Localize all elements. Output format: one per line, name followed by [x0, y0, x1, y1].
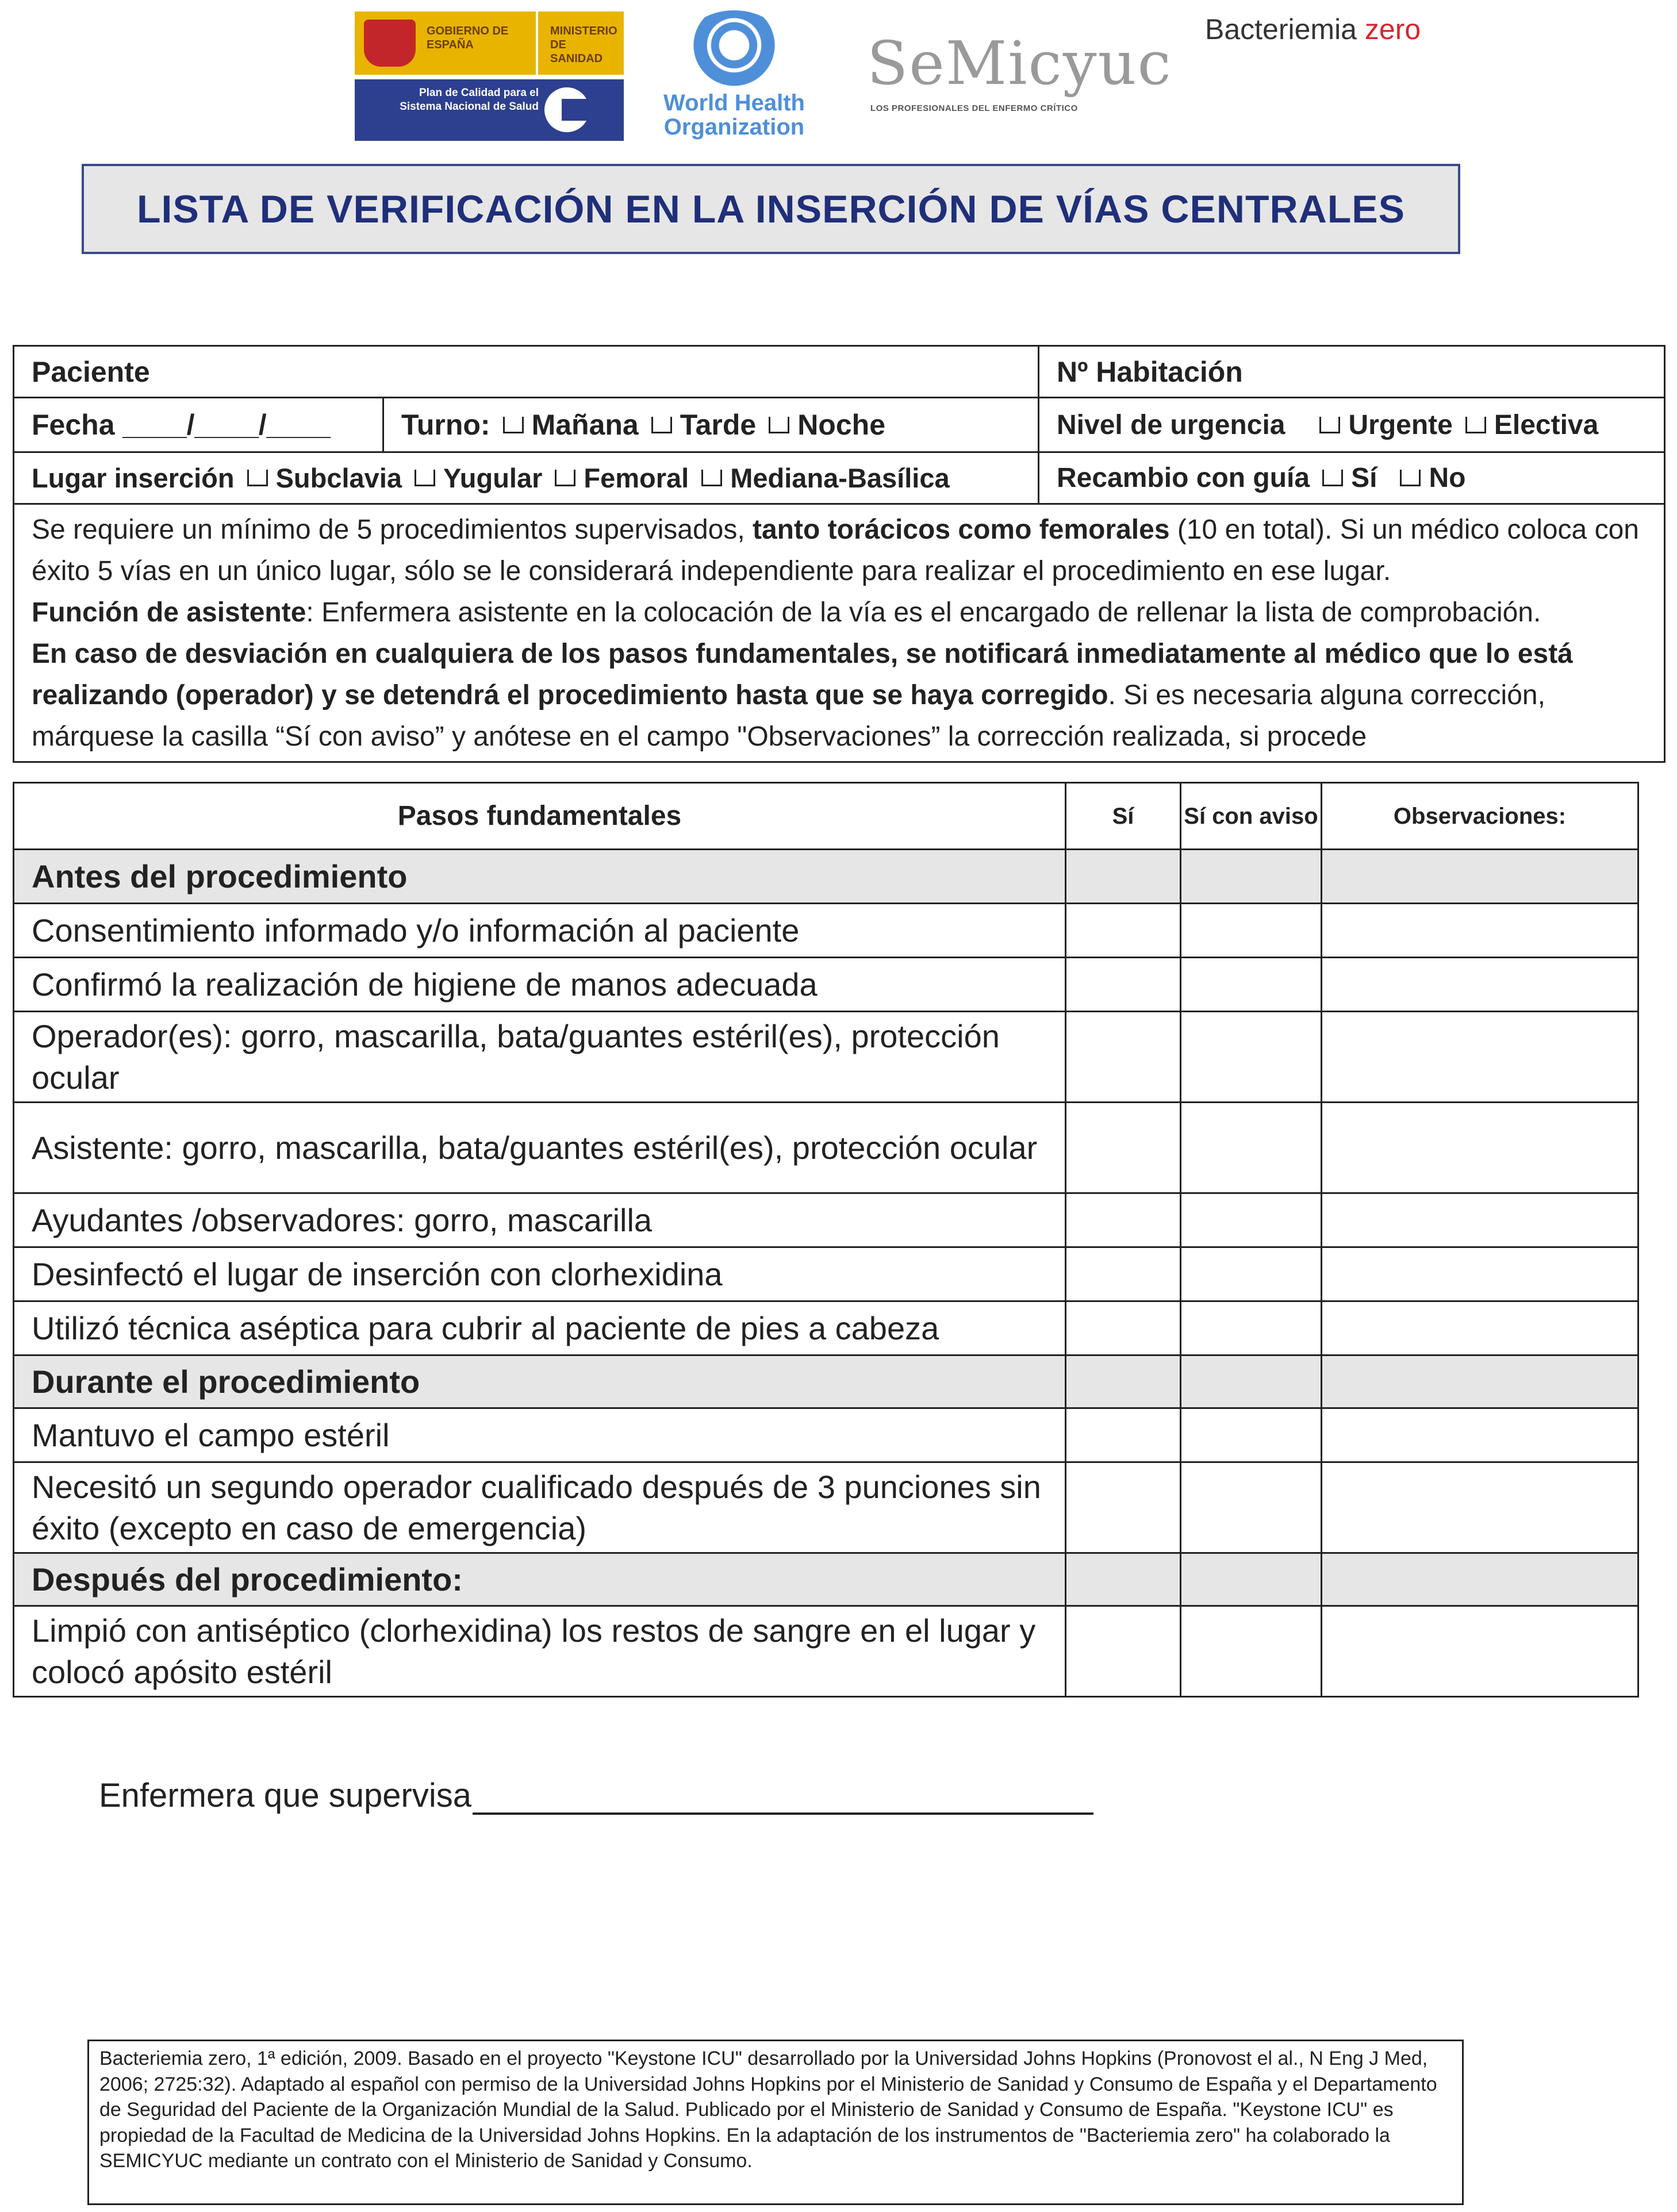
- signature-line[interactable]: [473, 1784, 1093, 1815]
- observaciones-cell[interactable]: [1322, 1408, 1638, 1462]
- observaciones-cell[interactable]: [1322, 1355, 1638, 1408]
- si-con-aviso-cell[interactable]: [1181, 1247, 1322, 1301]
- step-row: [14, 1193, 1638, 1247]
- si-con-aviso-cell[interactable]: [1181, 1462, 1322, 1553]
- turno-tarde-checkbox[interactable]: [651, 417, 672, 433]
- fecha-field[interactable]: Fecha ____/____/____: [32, 409, 331, 441]
- step-row: [14, 1408, 1638, 1462]
- recambio-si-checkbox[interactable]: [1322, 470, 1343, 486]
- urgencia-field: Nivel de urgencia Urgente Electiva: [1038, 398, 1664, 451]
- step-row: [14, 1012, 1638, 1103]
- observaciones-cell[interactable]: [1322, 958, 1638, 1012]
- si-con-aviso-cell[interactable]: [1181, 1301, 1322, 1355]
- si-cell[interactable]: [1066, 958, 1181, 1012]
- observaciones-cell[interactable]: [1322, 1012, 1638, 1103]
- who-name: World Health Organization: [663, 90, 805, 140]
- step-text: Mantuvo el campo estéril: [14, 1408, 1066, 1462]
- checklist-table: [13, 782, 1639, 1698]
- si-con-aviso-cell[interactable]: [1181, 904, 1322, 958]
- yugular-checkbox[interactable]: [415, 470, 435, 486]
- observaciones-cell[interactable]: [1322, 1301, 1638, 1355]
- observaciones-cell[interactable]: [1322, 850, 1638, 904]
- si-cell[interactable]: [1066, 1301, 1181, 1355]
- instructions-note: [14, 505, 1664, 761]
- si-cell[interactable]: [1066, 1553, 1181, 1606]
- document-title-box: [82, 164, 1460, 254]
- si-cell[interactable]: [1066, 1355, 1181, 1408]
- who-logo: [651, 10, 818, 143]
- section-title: Antes del procedimiento: [14, 850, 1066, 904]
- si-con-aviso-cell[interactable]: [1181, 850, 1322, 904]
- observaciones-cell[interactable]: [1322, 1247, 1638, 1301]
- step-row: [14, 904, 1638, 958]
- step-row: [14, 1462, 1638, 1553]
- si-con-aviso-cell[interactable]: [1181, 1193, 1322, 1247]
- section-row: [14, 1553, 1638, 1606]
- observaciones-cell[interactable]: [1322, 1193, 1638, 1247]
- si-cell[interactable]: [1066, 1408, 1181, 1462]
- note-supervised-procedures: Se requiere un mínimo de 5 procedimientos supervisados, tanto torácicos como femorales (10 en total). Si un médico coloca con éxito 5 vías en un único lugar, sólo se le considerará independiente para realizar el procedimiento en ese lugar.: [32, 514, 1639, 586]
- section-title: Durante el procedimiento: [14, 1355, 1066, 1408]
- si-cell[interactable]: [1066, 1193, 1181, 1247]
- si-cell[interactable]: [1066, 1247, 1181, 1301]
- turno-manana-checkbox[interactable]: [503, 417, 524, 433]
- step-text: Asistente: gorro, mascarilla, bata/guantes estéril(es), protección ocular: [14, 1103, 1066, 1193]
- step-text: Utilizó técnica aséptica para cubrir al paciente de pies a cabeza: [14, 1301, 1066, 1355]
- observaciones-cell[interactable]: [1322, 1103, 1638, 1193]
- spain-ministry-logo: GOBIERNO DE ESPAÑA MINISTERIO DE SANIDAD Plan de Calidad para el Sistema Nacional de Salud: [355, 11, 624, 141]
- observaciones-cell[interactable]: [1322, 904, 1638, 958]
- step-text: Confirmó la realización de higiene de manos adecuada: [14, 958, 1066, 1012]
- si-cell[interactable]: [1066, 904, 1181, 958]
- step-text: Ayudantes /observadores: gorro, mascarilla: [14, 1193, 1066, 1247]
- patient-info-table: [13, 345, 1666, 763]
- si-con-aviso-cell[interactable]: [1181, 958, 1322, 1012]
- note-assistant-role: Función de asistente: Enfermera asistente en la colocación de la vía es el encargado de rellenar la lista de comprobación.: [32, 597, 1541, 628]
- section-row: [14, 850, 1638, 904]
- observaciones-cell[interactable]: [1322, 1606, 1638, 1697]
- si-con-aviso-cell[interactable]: [1181, 1355, 1322, 1408]
- step-text: Consentimiento informado y/o información al paciente: [14, 904, 1066, 958]
- step-text: Desinfectó el lugar de inserción con clorhexidina: [14, 1247, 1066, 1301]
- urgente-checkbox[interactable]: [1319, 417, 1340, 433]
- subclavia-checkbox[interactable]: [247, 470, 268, 486]
- semicyuc-logo: SeMicyuc LOS PROFESIONALES DEL ENFERMO CRÍTICO: [867, 28, 1172, 113]
- header-pasos: Pasos fundamentales: [14, 783, 1066, 850]
- step-text: Necesitó un segundo operador cualificado después de 3 punciones sin éxito (excepto en caso de emergencia): [14, 1462, 1066, 1553]
- observaciones-cell[interactable]: [1322, 1553, 1638, 1606]
- si-cell[interactable]: [1066, 850, 1181, 904]
- mediana-basilica-checkbox[interactable]: [701, 470, 722, 486]
- recambio-no-checkbox[interactable]: [1400, 470, 1421, 486]
- section-row: [14, 1355, 1638, 1408]
- si-con-aviso-cell[interactable]: [1181, 1553, 1322, 1606]
- si-cell[interactable]: [1066, 1606, 1181, 1697]
- who-emblem-icon: [682, 10, 786, 88]
- step-row: [14, 1301, 1638, 1355]
- si-con-aviso-cell[interactable]: [1181, 1103, 1322, 1193]
- recambio-field: Recambio con guía Sí No: [1038, 453, 1664, 503]
- header-si-con-aviso: Sí con aviso: [1181, 783, 1322, 850]
- document-title: LISTA DE VERIFICACIÓN EN LA INSERCIÓN DE VÍAS CENTRALES: [137, 187, 1405, 231]
- checklist-body: [14, 850, 1638, 1697]
- step-text: Limpió con antiséptico (clorhexidina) los restos de sangre en el lugar y colocó apósito estéril: [14, 1606, 1066, 1697]
- si-cell[interactable]: [1066, 1012, 1181, 1103]
- lugar-insercion-field: Lugar inserción Subclavia Yugular Femoral Mediana-Basílica: [32, 463, 950, 493]
- electiva-checkbox[interactable]: [1465, 417, 1486, 433]
- supervising-nurse-signature: [99, 1776, 1093, 1815]
- bacteriemia-zero-brand: Bacteriemia zero: [1205, 13, 1421, 45]
- step-row: [14, 958, 1638, 1012]
- observaciones-cell[interactable]: [1322, 1462, 1638, 1553]
- signature-label: Enfermera que supervisa: [99, 1777, 471, 1814]
- si-cell[interactable]: [1066, 1103, 1181, 1193]
- step-row: [14, 1606, 1638, 1697]
- turno-noche-checkbox[interactable]: [769, 417, 789, 433]
- step-row: [14, 1103, 1638, 1193]
- header-si: Sí: [1066, 783, 1181, 850]
- si-con-aviso-cell[interactable]: [1181, 1606, 1322, 1697]
- header-observaciones: Observaciones:: [1322, 783, 1638, 850]
- coat-of-arms-icon: [364, 20, 416, 67]
- si-con-aviso-cell[interactable]: [1181, 1012, 1322, 1103]
- step-row: [14, 1247, 1638, 1301]
- si-cell[interactable]: [1066, 1462, 1181, 1553]
- habitacion-field[interactable]: Nº Habitación: [1038, 347, 1664, 397]
- femoral-checkbox[interactable]: [555, 470, 575, 486]
- paciente-field[interactable]: Paciente: [32, 355, 150, 388]
- si-con-aviso-cell[interactable]: [1181, 1408, 1322, 1462]
- turno-field: Turno: Mañana Tarde Noche: [382, 398, 1038, 451]
- footer-credits: Bacteriemia zero, 1ª edición, 2009. Basado en el proyecto "Keystone ICU" desarrollado por la Universidad Johns Hopkins (Pronovost el al., N Eng J Med, 2006; 2725:32). Adaptado al español con permiso de la Universidad Johns Hopkins por el Ministerio de Sanidad y Consumo de España y el Departamento de Seguridad del Paciente de la Organización Mundial de la Salud. Publicado por el Ministerio de Sanidad y Consumo de España. "Keystone ICU" es propiedad de la Facultad de Medicina de la Universidad Johns Hopkins. En la adaptación de los instrumentos de "Bacteriemia zero" ha colaborado la SEMICYUC mediante un contrato con el Ministerio de Sanidad y Consumo.: [87, 2040, 1464, 2205]
- section-title: Después del procedimiento:: [14, 1553, 1066, 1606]
- note-deviation: En caso de desviación en cualquiera de los pasos fundamentales, se notificará inmediatamente al médico que lo está realizando (operador) y se detendrá el procedimiento hasta que se haya corregido. Si es necesaria alguna corrección, márquese la casilla “Sí con aviso” y anótese en el campo "Observaciones” la corrección realizada, si procede: [32, 639, 1573, 752]
- step-text: Operador(es): gorro, mascarilla, bata/guantes estéril(es), protección ocular: [14, 1012, 1066, 1103]
